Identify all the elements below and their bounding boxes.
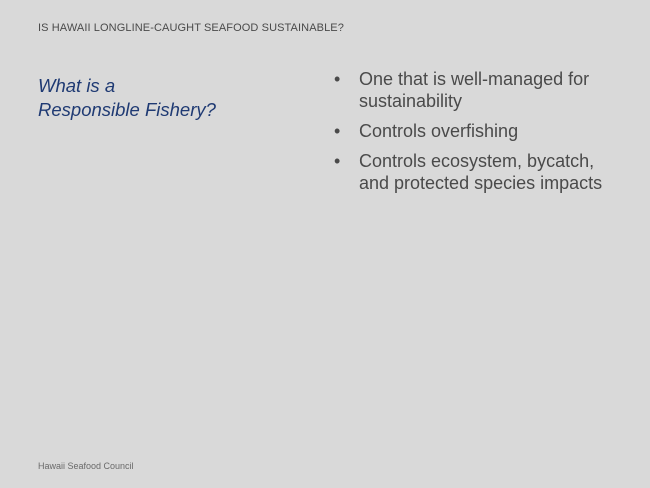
bullet-item bbox=[334, 150, 634, 194]
bullet-text-line-2: and protected species impacts bbox=[359, 173, 603, 193]
slide-header: IS HAWAII LONGLINE-CAUGHT SEAFOOD SUSTAINABLE? bbox=[38, 22, 344, 34]
slide-title bbox=[38, 74, 298, 122]
bullet-text-line-1: One that is well-managed for bbox=[359, 69, 590, 89]
bullet-text-line-1: Controls overfishing bbox=[359, 121, 519, 141]
bullet-marker: • bbox=[334, 151, 341, 171]
title-line-2: Responsible Fishery? bbox=[38, 99, 216, 120]
bullet-marker: • bbox=[334, 121, 341, 141]
bullet-item bbox=[334, 120, 634, 142]
bullet-list bbox=[334, 68, 634, 202]
title-line-1: What is a bbox=[38, 75, 116, 96]
bullet-item bbox=[334, 68, 634, 112]
bullet-text-line-1: Controls ecosystem, bycatch, bbox=[359, 151, 595, 171]
slide-footer: Hawaii Seafood Council bbox=[38, 461, 134, 471]
bullet-marker: • bbox=[334, 69, 341, 89]
bullet-text-line-2: sustainability bbox=[359, 91, 463, 111]
